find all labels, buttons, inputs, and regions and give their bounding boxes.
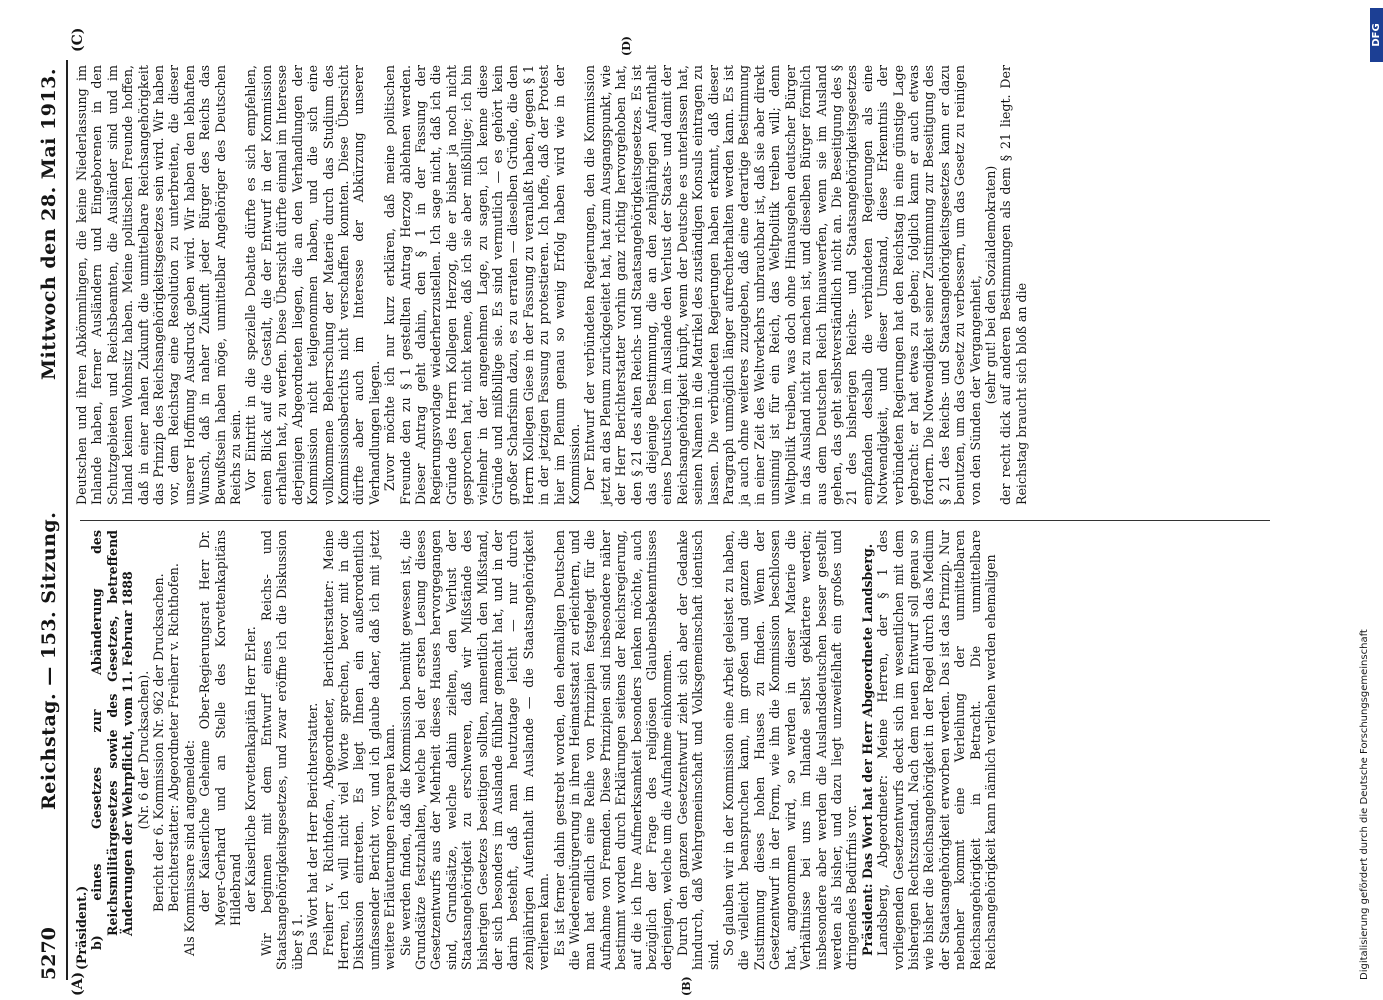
agenda-item-b: b) eines Gesetzes zur Abänderung des Reichsmilitärgesetzes sowie des Gesetzes, betreffend Änderungen der Wehrpflicht, vom 11. Februar 1888 — [89, 530, 136, 950]
running-header — [38, 60, 66, 980]
running-title: Reichstag. — 153. Sitzung. — [38, 511, 60, 810]
paragraph-landsberg-5: Der Entwurf der verbündeten Regierungen, den die Kommission jetzt an das Plenum zurückgeleitet hat, hat zum Ausgangspunkt, wie der Herr Berichterstatter vorhin ganz richtig hervorgehoben hat, den § 21 des alten Reichs- und Staatsangehörigkeitsgesetzes. Es ist das diejenige Bestimmung, die an den zehnjährigen Aufenthalt eines Deutschen im Auslande den Verlust der Staats- und damit der Reichsangehörigkeit knüpft, wenn der Deutsche es unterlassen hat, seinen Namen in die Matrikel des zuständigen Konsuls eintragen zu lassen. Die verbündeten Regierungen haben erkannt, daß dieser Paragraph unmöglich länger aufrechterhalten werden kann. Es ist ja auch ohne weiteres zuzugeben, daß eine derartige Bestimmung in einer Zeit des Weltverkehrs unbrauchbar ist, daß sie aber direkt unsinnig ist für ein Reich, das Weltpolitik treiben will; denn Weltpolitik treiben, was doch ohne Hinausgehen deutscher Bürger in das Ausland nicht zu machen ist, und dieselben Bürger förmlich aus dem Deutschen Reich hinauswerfen, wenn sie im Ausland gehen, das geht selbstverständlich nicht an. Die Beseitigung des § 21 des bisherigen Reichs- und Staatsangehörigkeitsgesetzes empfanden deshalb die verbündeten Regierungen als eine Notwendigkeit, und dieser Umstand, diese Erkenntnis der verbündeten Regierungen hat den Reichstag in eine günstige Lage gebracht: er hat etwas zu geben; folglich kann er auch etwas fordern. Die Notwendigkeit seiner Zustimmung zur Beseitigung des § 21 des Reichs- und Staatsangehörigkeitsgesetzes kann er dazu benutzen, um das Gesetz zu verbessern, um das Gesetz zu reinigen von den Sünden der Vergangenheit, — [582, 65, 983, 505]
digitization-credit — [1353, 0, 1383, 1000]
paragraph-floor: Das Wort hat der Herr Berichterstatter. — [305, 702, 321, 956]
rotated-newspaper-page — [0, 27, 1300, 1000]
commissioner-1: der Kaiserliche Geheime Ober-Regierungsrat Herr Dr. Meyer-Gerhard und an Stelle des Korvettenkapitäns Hildebrand — [197, 530, 244, 926]
paragraph-president: Präsident: Das Wort hat der Herr Abgeordnete Landsberg. — [859, 543, 875, 956]
paragraph-landsberg-4: Zuvor möchte ich nur kurz erklären, daß meine politischen Freunde den zu § 1 gestellten Antrag Herzog ablehnen werden. Dieser Antrag geht dahin, den § 1 in der Fassung der Regierungsvorlage wiederherzustellen. Ich sage nicht, daß ich die Gründe des Herrn Kollegen Herzog, die er bisher ja noch nicht gesprochen hat, nicht kenne, daß ich sie aber mißbillige; ich bin vielmehr in der angenehmen Lage, zu sagen, ich kenne diese Gründe und mißbillige sie. Es sind vermutlich — es gehört kein großer Scharfsinn dazu, es zu erraten — dieselben Gründe, die den Herrn Kollegen Giese in der Fassung zu veranlaßt haben, gegen § 1 in der jetzigen Fassung zu protestieren. Ich hoffe, daß der Protest hier im Plenum genau so wenig Erfolg haben wird wie in der Kommission. — [382, 65, 582, 505]
paragraph-richthofen-2: Sie werden finden, daß die Kommission bemüht gewesen ist, die Grundsätze festzuhalten, welche bei der ersten Lesung dieses Gesetzentwurfs aus der Mehrheit dieses Hauses hervorgegangen sind, Grundsätze, welche dahin zielten, den Verlust der Staatsangehörigkeit zu erschweren, daß wir Mißstände des bisherigen Gesetzes beseitigen sollten, namentlich den Mißstand, der sich besonders im Auslande fühlbar gemacht hat, und in der darin bestehft, daß man heutzutage leicht — nur durch zehnjährigen Aufenthalt im Auslande — die Staatsangehörigkeit verlieren kann. — [397, 530, 552, 970]
margin-mark-b: (B) — [680, 976, 693, 996]
margin-mark-c: (C) — [70, 27, 86, 52]
print-reference: (Nr. 6 der Drucksachen). — [135, 670, 151, 830]
paragraph-landsberg-3: Vor Eintritt in die spezielle Debatte dürfte es sich empfehlen, einen Blick auf die Gestalt, die der Entwurf in der Kommission erhalten hat, zu werfen. Diese Übersicht dürfte einmal im Interesse derjenigen Abgeordneten liegen, die an den Verhandlungen der Kommission nicht teilgenommen haben, und die sich eine vollkommene Beherrschung der Materie durch das Studium des Kommissionsberichts nicht verschaffen konnten. Diese Übersicht dürfte aber auch im Interesse der Abkürzung unserer Verhandlungen liegen. — [243, 65, 382, 505]
page-number: 5270 — [38, 927, 60, 980]
margin-mark-d: (D) — [620, 36, 633, 56]
paragraph-opening: Wir beginnen mit dem Entwurf eines Reichs- und Staatsangehörigkeitsgesetzes, und zwar eröffne ich die Diskussion über § 1. — [258, 530, 305, 970]
interjection: (sehr gut! bei den Sozialdemokraten) — [982, 165, 998, 405]
dfg-logo-text: DFG — [1371, 23, 1382, 47]
paragraph-landsberg-6: der recht dick auf anderen Bestimmungen als dem § 21 liegt. Der Reichstag braucht sich bloß an die — [998, 65, 1029, 505]
paragraph-landsberg-2: Deutschen und ihren Abkömmlingen, die keine Niederlassung im Inlande haben, ferner Ausländern und Eingeborenen in den Schutzgebieten und Reichsbeamten, die Ausländer sind und im Inland keinen Wohnsitz haben. Meine politischen Freunde hoffen, daß in einer nahen Zukunft die unmittelbare Reichsangehörigkeit das Prinzip des Reichsangehörigkeitsgesetzes sein wird. Wir haben vor, dem Reichstag eine Resolution zu unterbreiten, die dieser unserer Hoffnung Ausdruck geben wird. Wir haben den lebhaften Wunsch, daß in naher Zukunft jeder Bürger des Reichs das Bewußtsein haben möge, unmittelbar Angehöriger des Deutschen Reichs zu sein. — [74, 65, 244, 505]
dfg-logo — [1370, 8, 1383, 62]
paragraph-richthofen-1: Freiherr v. Richthofen, Abgeordneter, Berichterstatter: Meine Herren, ich will nicht viel Worte sprechen, bevor mit in die Diskussion eintreten. Es liegt Ihnen ein außerordentlich umfassender Bericht vor, und ich glaube daher, daß ich mit jetzt weitere Erläuterungen ersparen kann. — [320, 530, 398, 970]
paragraph-landsberg-1: Landsberg, Abgeordneter: Meine Herren, der § 1 des vorliegenden Gesetzentwurfs deckt sich im wesentlichen mit dem bisherigen Rechtszustand. Nach dem neuen Entwurf soll genau so wie bisher die Reichsangehörigkeit in der Regel durch das Medium der Staatsangehörigkeit erworben werden. Das ist das Prinzip. Nur nebenher kommt eine Verleihung der unmittelbaren Reichsangehörigkeit in Betracht. Die unmittelbare Reichsangehörigkeit kann nämlich verliehen werden ehemaligen — [875, 530, 998, 970]
paragraph-richthofen-4: Durch den ganzen Gesetzentwurf zieht sich aber der Gedanke hindurch, daß Wehrgemeinschaft und Volksgemeinschaft identisch sind. — [674, 530, 721, 970]
paragraph-richthofen-5: So glauben wir in der Kommission eine Arbeit geleistet zu haben, die vielleicht beanspruchen kann, im großen und ganzen die Zustimmung dieses hohen Hauses zu finden. Wenn der Gesetzentwurf in der Form, wie ihn die Kommission beschlossen hat, angenommen wird, so werden in dieser Materie die Verhältnisse bei uns im Inlande selbst geklärtere werden; insbesondere aber werden die Auslandsdeutschen besser gestellt werden als bisher, und dazu liegt unzweifelhaft ein großes und dringendes Bedürfnis vor. — [721, 530, 860, 970]
commissioners-intro: Als Kommissare sind angemeldet: — [181, 739, 197, 956]
speaker-tag: (Präsident.) — [74, 885, 89, 970]
margin-mark-a: (A) — [70, 971, 86, 996]
column-rule — [80, 520, 1270, 521]
committee-report: Bericht der 6. Kommission Nr. 962 der Drucksachen. — [151, 573, 167, 912]
rapporteur: Berichterstatter: Abgeordneter Freiherr v. Richthofen. — [166, 563, 182, 912]
right-column — [74, 65, 1029, 505]
header-rule — [66, 60, 68, 980]
commissioner-2: der Kaiserliche Korvettenkapitän Herr Erler. — [243, 626, 259, 912]
paragraph-richthofen-3: Es ist ferner dahin gestrebt worden, den ehemaligen Deutschen die Wiedereinbürgerung in ihren Heimatsstaat zu erleichtern, und man hat endlich eine Reihe von Prinzipien festgelegt für die Aufnahme von Fremden. Diese Prinzipien sind insbesondere näher bestimmt worden durch Erklärungen seitens der Reichsregierung, auf die ich Ihre Aufmerksamkeit besonders lenken möchte, auch bezüglich der Frage des religiösen Glaubensbekenntnisses derjenigen, welche um die Aufnahme einkommen. — [551, 530, 675, 970]
credit-text: Digitalisierung gefördert durch die Deutsche Forschungsgemeinschaft — [1359, 629, 1370, 980]
running-date: Mittwoch den 28. Mai 1913. — [38, 68, 60, 380]
left-column — [74, 530, 998, 970]
